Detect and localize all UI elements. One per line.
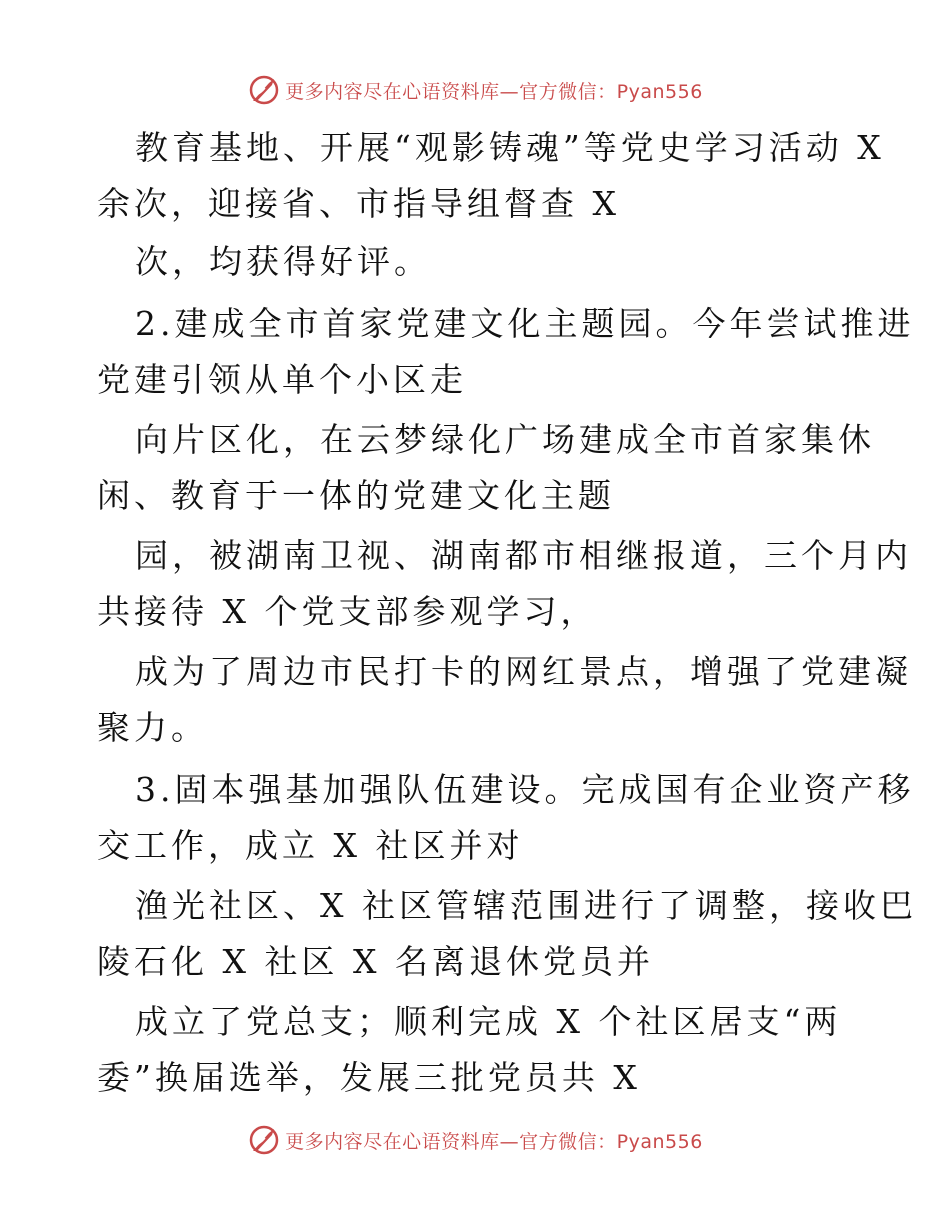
text-line: 次，均获得好评。: [135, 242, 431, 281]
text-line: 交工作，成立 X 社区并对: [97, 826, 524, 865]
text-line: 成为了周边市民打卡的网红景点，增强了党建凝: [135, 652, 912, 691]
header-watermark-text: 更多内容尽在心语资料库—官方微信：Pyan556: [285, 80, 703, 103]
text-line: 3.固本强基加强队伍建设。完成国有企业资产移: [135, 770, 915, 809]
text-line: 党建引领从单个小区走: [97, 360, 467, 399]
footer-watermark-text: 更多内容尽在心语资料库—官方微信：Pyan556: [285, 1130, 703, 1153]
footer-watermark: [0, 1120, 950, 1160]
text-line: 园，被湖南卫视、湖南都市相继报道，三个月内: [135, 536, 912, 575]
text-line: 2.建成全市首家党建文化主题园。今年尝试推进: [135, 304, 915, 343]
text-line: 成立了党总支；顺利完成 X 个社区居支“两: [135, 1002, 842, 1041]
text-line: 闲、教育于一体的党建文化主题: [97, 476, 615, 515]
text-line: 共接待 X 个党支部参观学习，: [97, 592, 598, 631]
quill-logo-icon: [247, 1123, 281, 1157]
text-line: 渔光社区、X 社区管辖范围进行了调整，接收巴: [135, 886, 917, 925]
text-line: 余次，迎接省、市指导组督查 X: [97, 184, 620, 223]
text-line: 聚力。: [97, 708, 208, 747]
text-line: 陵石化 X 社区 X 名离退休党员并: [97, 942, 654, 981]
header-watermark: [0, 70, 950, 110]
text-line: 向片区化，在云梦绿化广场建成全市首家集休: [135, 420, 875, 459]
quill-logo-icon: [247, 73, 281, 107]
text-line: 委”换届选举，发展三批党员共 X: [97, 1058, 641, 1097]
text-line: 教育基地、开展“观影铸魂”等党史学习活动 X: [135, 128, 885, 167]
